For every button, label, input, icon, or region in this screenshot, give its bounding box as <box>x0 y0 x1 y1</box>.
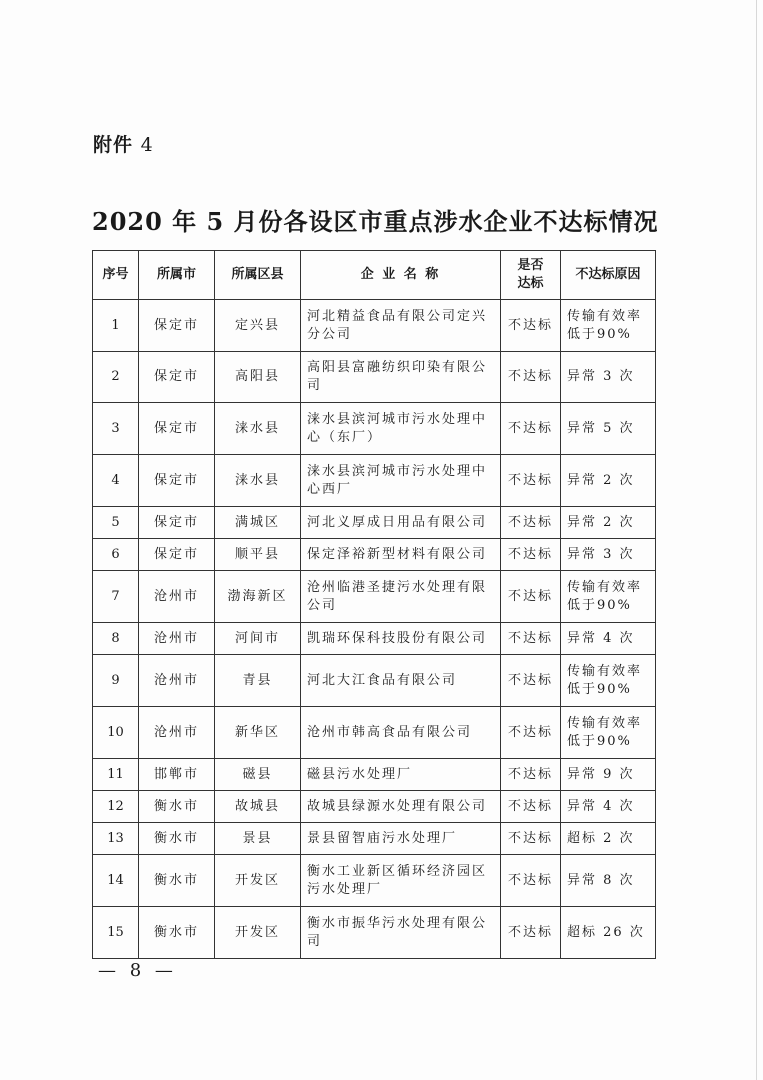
row-seq: 3 <box>93 403 139 455</box>
row-seq: 14 <box>93 855 139 907</box>
row-compliant: 不达标 <box>501 907 561 959</box>
row-reason: 传输有效率低于90% <box>561 707 656 759</box>
scan-edge-line <box>756 0 757 1080</box>
row-city: 保定市 <box>139 455 215 507</box>
table-row <box>93 571 656 623</box>
row-city: 衡水市 <box>139 791 215 823</box>
row-reason: 异常 9 次 <box>561 759 656 791</box>
row-compliant: 不达标 <box>501 823 561 855</box>
header-company: 企 业 名 称 <box>301 251 501 300</box>
table-row <box>93 403 656 455</box>
row-reason: 异常 3 次 <box>561 539 656 571</box>
table-row <box>93 707 656 759</box>
table-row <box>93 507 656 539</box>
table-row <box>93 791 656 823</box>
row-county: 涞水县 <box>215 403 301 455</box>
row-seq: 11 <box>93 759 139 791</box>
row-city: 邯郸市 <box>139 759 215 791</box>
table-row <box>93 352 656 403</box>
row-city: 衡水市 <box>139 823 215 855</box>
row-city: 保定市 <box>139 539 215 571</box>
row-seq: 6 <box>93 539 139 571</box>
row-reason: 传输有效率低于90% <box>561 300 656 352</box>
table-row <box>93 455 656 507</box>
row-company: 故城县绿源水处理有限公司 <box>301 791 501 823</box>
row-compliant: 不达标 <box>501 455 561 507</box>
row-seq: 5 <box>93 507 139 539</box>
row-company: 保定泽裕新型材料有限公司 <box>301 539 501 571</box>
row-seq: 10 <box>93 707 139 759</box>
table-header-row <box>93 251 656 300</box>
row-county: 开发区 <box>215 907 301 959</box>
row-reason: 异常 3 次 <box>561 352 656 403</box>
table-row <box>93 300 656 352</box>
row-compliant: 不达标 <box>501 623 561 655</box>
row-company: 景县留智庙污水处理厂 <box>301 823 501 855</box>
row-reason: 传输有效率低于90% <box>561 571 656 623</box>
row-compliant: 不达标 <box>501 707 561 759</box>
row-compliant: 不达标 <box>501 571 561 623</box>
row-reason: 传输有效率低于90% <box>561 655 656 707</box>
row-reason: 异常 4 次 <box>561 623 656 655</box>
row-city: 保定市 <box>139 507 215 539</box>
row-county: 涞水县 <box>215 455 301 507</box>
row-county: 景县 <box>215 823 301 855</box>
row-compliant: 不达标 <box>501 791 561 823</box>
row-company: 河北精益食品有限公司定兴分公司 <box>301 300 501 352</box>
table-row <box>93 759 656 791</box>
table-body <box>93 300 656 959</box>
row-company: 河北义厚成日用品有限公司 <box>301 507 501 539</box>
row-county: 渤海新区 <box>215 571 301 623</box>
row-seq: 15 <box>93 907 139 959</box>
document-title: 2020 年 5 月份各设区市重点涉水企业不达标情况 <box>92 207 659 236</box>
row-compliant: 不达标 <box>501 855 561 907</box>
row-county: 磁县 <box>215 759 301 791</box>
row-compliant: 不达标 <box>501 759 561 791</box>
row-compliant: 不达标 <box>501 507 561 539</box>
attachment-number: 4 <box>140 134 154 156</box>
row-reason: 超标 26 次 <box>561 907 656 959</box>
row-company: 涞水县滨河城市污水处理中心西厂 <box>301 455 501 507</box>
row-county: 定兴县 <box>215 300 301 352</box>
row-county: 故城县 <box>215 791 301 823</box>
page-number: — 8 — <box>98 960 177 981</box>
table-row <box>93 623 656 655</box>
row-county: 新华区 <box>215 707 301 759</box>
row-county: 开发区 <box>215 855 301 907</box>
row-city: 沧州市 <box>139 571 215 623</box>
row-seq: 2 <box>93 352 139 403</box>
row-reason: 异常 2 次 <box>561 507 656 539</box>
header-reason: 不达标原因 <box>561 251 656 300</box>
row-city: 衡水市 <box>139 855 215 907</box>
row-county: 青县 <box>215 655 301 707</box>
row-company: 衡水工业新区循环经济园区污水处理厂 <box>301 855 501 907</box>
header-city: 所属市 <box>139 251 215 300</box>
row-reason: 异常 4 次 <box>561 791 656 823</box>
row-seq: 1 <box>93 300 139 352</box>
row-compliant: 不达标 <box>501 655 561 707</box>
table-row <box>93 855 656 907</box>
row-city: 沧州市 <box>139 655 215 707</box>
row-company: 沧州市韩高食品有限公司 <box>301 707 501 759</box>
row-county: 满城区 <box>215 507 301 539</box>
attachment-prefix: 附件 <box>93 134 134 156</box>
row-city: 沧州市 <box>139 623 215 655</box>
row-compliant: 不达标 <box>501 300 561 352</box>
row-company: 涞水县滨河城市污水处理中心（东厂） <box>301 403 501 455</box>
row-company: 磁县污水处理厂 <box>301 759 501 791</box>
row-city: 保定市 <box>139 300 215 352</box>
row-company: 河北大江食品有限公司 <box>301 655 501 707</box>
noncompliance-table <box>92 250 656 959</box>
header-seq: 序号 <box>93 251 139 300</box>
row-company: 沧州临港圣捷污水处理有限公司 <box>301 571 501 623</box>
row-reason: 异常 5 次 <box>561 403 656 455</box>
row-city: 保定市 <box>139 403 215 455</box>
row-seq: 12 <box>93 791 139 823</box>
row-reason: 异常 8 次 <box>561 855 656 907</box>
row-reason: 超标 2 次 <box>561 823 656 855</box>
row-seq: 13 <box>93 823 139 855</box>
table-row <box>93 655 656 707</box>
row-seq: 4 <box>93 455 139 507</box>
row-compliant: 不达标 <box>501 352 561 403</box>
row-compliant: 不达标 <box>501 539 561 571</box>
table-row <box>93 823 656 855</box>
table-row <box>93 539 656 571</box>
row-company: 高阳县富融纺织印染有限公司 <box>301 352 501 403</box>
row-city: 保定市 <box>139 352 215 403</box>
header-county: 所属区县 <box>215 251 301 300</box>
row-seq: 9 <box>93 655 139 707</box>
row-city: 衡水市 <box>139 907 215 959</box>
header-compliant: 是否 达标 <box>501 251 561 300</box>
row-county: 高阳县 <box>215 352 301 403</box>
row-seq: 8 <box>93 623 139 655</box>
table-row <box>93 907 656 959</box>
row-company: 衡水市振华污水处理有限公司 <box>301 907 501 959</box>
row-seq: 7 <box>93 571 139 623</box>
row-city: 沧州市 <box>139 707 215 759</box>
row-company: 凯瑞环保科技股份有限公司 <box>301 623 501 655</box>
row-compliant: 不达标 <box>501 403 561 455</box>
row-county: 河间市 <box>215 623 301 655</box>
row-county: 顺平县 <box>215 539 301 571</box>
attachment-label <box>93 130 154 157</box>
row-reason: 异常 2 次 <box>561 455 656 507</box>
